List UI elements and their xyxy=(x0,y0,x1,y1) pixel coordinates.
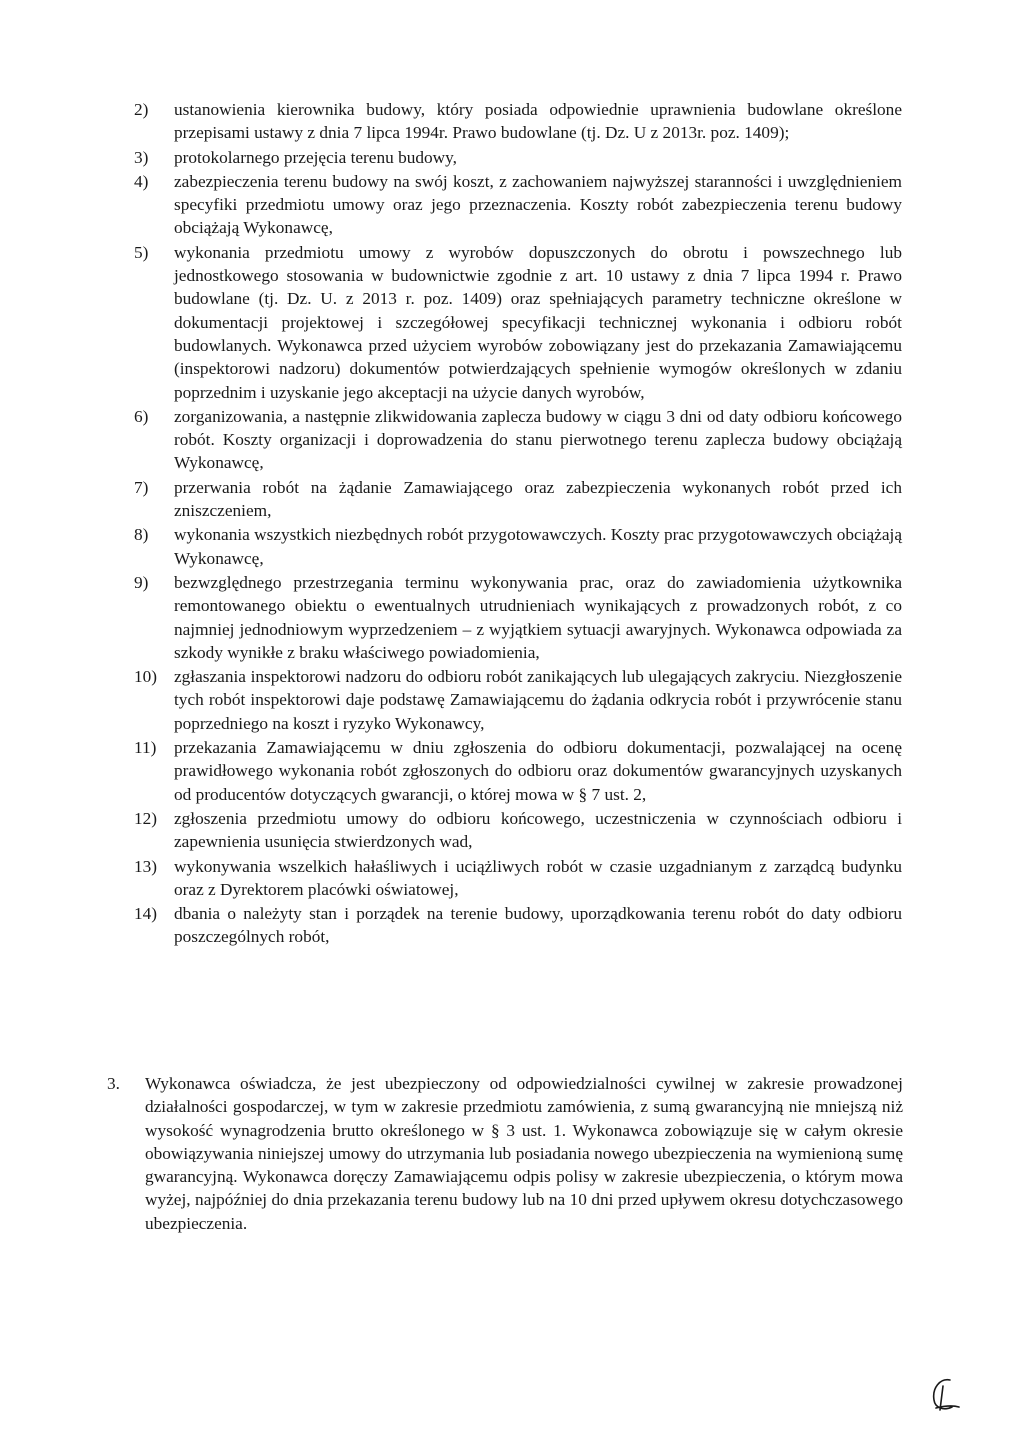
list-item xyxy=(134,146,902,169)
list-item xyxy=(134,170,902,240)
list-item xyxy=(134,855,902,902)
item-number: 9) xyxy=(134,572,149,592)
item-number: 5) xyxy=(134,242,149,262)
item-number: 8) xyxy=(134,525,149,545)
list-item xyxy=(134,571,902,664)
list-item xyxy=(134,523,902,570)
item-number: 13) xyxy=(134,856,158,876)
item-text: bezwzględnego przestrzegania terminu wykonywania prac, oraz do zawiadomienia użytkownika remontowanego obiektu o ewentualnych utrudnieniach wynikających z prowadzonych robót, z co najmniej jednodniowym wyprzedzeniem – z wyjątkiem sytuacji awaryjnych. Wykonawca odpowiada za szkody wynikłe z braku właściwego powiadomienia, xyxy=(174,572,902,662)
initials-stroke xyxy=(934,1380,959,1410)
item-number: 12) xyxy=(134,808,158,828)
handwritten-initials xyxy=(928,1374,962,1414)
list-item xyxy=(134,807,902,854)
list-item xyxy=(134,98,902,145)
item-text: ustanowienia kierownika budowy, który posiada odpowiednie uprawnienia budowlane określone przepisami ustawy z dnia 7 lipca 1994r. Prawo budowlane (tj. Dz. U z 2013r. poz. 1409); xyxy=(174,100,902,143)
list-item xyxy=(134,476,902,523)
item-number: 3) xyxy=(134,147,149,167)
item-number: 2) xyxy=(134,100,149,119)
insurance-paragraph xyxy=(107,1072,903,1235)
item-text: przerwania robót na żądanie Zamawiającego oraz zabezpieczenia wykonanych robót przed ich zniszczeniem, xyxy=(174,477,902,521)
list-item xyxy=(134,736,902,806)
item-text: wykonania przedmiotu umowy z wyrobów dopuszczonych do obrotu i powszechnego lub jednostkowego stosowania w budownictwie zgodnie z art. 10 ustawy z dnia 7 lipca 1994 r. Prawo budowlane (tj. Dz. U. z 2013 r. poz. 1409) oraz spełniających parametry techniczne określone w dokumentacji projektowej i szczegółowej specyfikacji technicznej wykonania i odbioru robót budowlanych. Wykonawca przed użyciem wyrobów zobowiązany jest do przekazania Zamawiającemu (inspektorowi nadzoru) dokumentów potwierdzających spełnienie wymogów określonych w zdaniu poprzednim i uzyskanie jego akceptacji na użycie danych wyrobów, xyxy=(174,242,902,402)
item-text: protokolarnego przejęcia terenu budowy, xyxy=(174,147,457,167)
list-item xyxy=(134,665,902,735)
paragraph-text: Wykonawca oświadcza, że jest ubezpieczony od odpowiedzialności cywilnej w zakresie prowadzonej działalności gospodarczej, w tym w zakresie przedmiotu zamówienia, z sumą gwarancyjną nie mniejszą niż wysokość wynagrodzenia brutto określonego w § 3 ust. 1. Wykonawca zobowiązuje się w całym okresie obowiązywania niniejszej umowy do utrzymania lub posiadania nowego ubezpieczenia na wymienioną sumę gwarancyjną. Wykonawca doręczy Zamawiającemu odpis polisy w zakresie ubezpieczenia, o którym mowa wyżej, najpóźniej do dnia przekazania terenu budowy lub na 10 dni przed upływem okresu dotychczasowego ubezpieczenia. xyxy=(145,1074,903,1233)
obligations-list xyxy=(134,98,902,950)
item-text: wykonywania wszelkich hałaśliwych i uciążliwych robót w czasie uzgadnianym z zarządcą budynku oraz z Dyrektorem placówki oświatowej, xyxy=(174,856,902,899)
item-text: zgłaszania inspektorowi nadzoru do odbioru robót zanikających lub ulegających zakryciu. Niezgłoszenie tych robót inspektorowi daje podstawę Zamawiającemu do żądania odkrycia robót i przywrócenie stanu poprzedniego na koszt i ryzyko Wykonawcy, xyxy=(174,667,902,733)
list-item xyxy=(134,241,902,404)
item-text: zorganizowania, a następnie zlikwidowania zaplecza budowy w ciągu 3 dni od daty odbioru końcowego robót. Koszty organizacji i doprowadzenia do stanu pierwotnego terenu zaplecza budowy obciążają Wykonawcę, xyxy=(174,406,902,473)
item-text: wykonania wszystkich niezbędnych robót przygotowawczych. Koszty prac przygotowawczych obciążają Wykonawcę, xyxy=(174,525,902,568)
paragraph-number: 3. xyxy=(107,1074,120,1093)
item-number: 4) xyxy=(134,171,149,191)
item-number: 10) xyxy=(134,667,158,687)
item-text: dbania o należyty stan i porządek na terenie budowy, uporządkowania terenu robót do daty odbioru poszczególnych robót, xyxy=(174,904,902,947)
list-item xyxy=(134,405,902,475)
item-number: 6) xyxy=(134,406,149,426)
item-text: przekazania Zamawiającemu w dniu zgłoszenia do odbioru dokumentacji, pozwalającej na ocenę prawidłowego wykonania robót zgłoszonych do odbioru oraz dokumentów gwarancyjnych uzyskanych od producentów dotyczących gwarancji, o której mowa w § 7 ust. 2, xyxy=(174,738,902,804)
list-item xyxy=(134,902,902,949)
item-number: 11) xyxy=(134,738,157,758)
item-number: 14) xyxy=(134,904,158,924)
item-text: zgłoszenia przedmiotu umowy do odbioru końcowego, uczestniczenia w czynnościach odbioru i zapewnienia usunięcia stwierdzonych wad, xyxy=(174,808,902,852)
item-number: 7) xyxy=(134,477,149,497)
item-text: zabezpieczenia terenu budowy na swój koszt, z zachowaniem najwyższej staranności i uwzględnieniem specyfiki przedmiotu umowy oraz jego przeznaczenia. Koszty robót zabezpieczenia terenu budowy obciążają Wykonawcę, xyxy=(174,171,902,238)
